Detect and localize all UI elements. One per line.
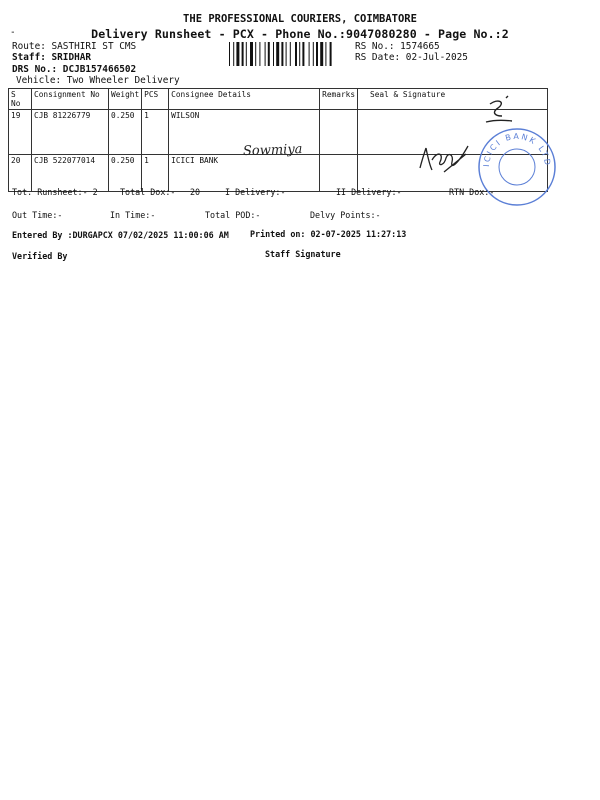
in-time: In Time:- [110, 210, 156, 220]
barcode-bar [259, 42, 260, 66]
barcode-bar [242, 42, 244, 66]
route-label: Route: SASTHIRI ST CMS [12, 41, 137, 52]
column-header-consignment: Consignment No [32, 89, 109, 110]
cell-consignment: CJB 522077014 [32, 155, 109, 192]
column-header-remarks: Remarks [320, 89, 358, 110]
column-header-consignee: Consignee Details [169, 89, 320, 110]
barcode-bar [246, 42, 247, 66]
handwritten-consignee-name: Sowmiya [242, 141, 303, 160]
barcode-bar [316, 42, 318, 66]
barcode-bar [320, 42, 323, 66]
barcode-bar [268, 42, 270, 66]
signature-row-20 [414, 140, 474, 180]
cell-consignee: WILSON [169, 110, 320, 155]
cell-remarks [320, 155, 358, 192]
staff-label: Staff: SRIDHAR [12, 52, 92, 63]
barcode-bar [325, 42, 326, 66]
cell-weight: 0.250 [109, 110, 142, 155]
i-delivery: I Delivery:- [225, 187, 286, 197]
cell-remarks [320, 110, 358, 155]
verified-by: Verified By [12, 251, 68, 261]
barcode-bar [286, 42, 287, 66]
company-name: THE PROFESSIONAL COURIERS, COIMBATORE [183, 13, 417, 25]
cell-sno: 19 [9, 110, 32, 155]
barcode-bar [236, 42, 239, 66]
ii-delivery: II Delivery:- [336, 187, 402, 197]
cell-pcs: 1 [142, 155, 169, 192]
stamp-text: ICICI BANK LTD [481, 131, 553, 168]
barcode-bar [255, 42, 256, 66]
barcode-bar [276, 42, 279, 66]
rs-number: RS No.: 1574665 [355, 41, 440, 52]
drs-number: DRS No.: DCJB157466502 [12, 64, 137, 75]
table-header-row [9, 89, 548, 110]
tot-runsheet: Tot. Runsheet:- 2 [12, 187, 98, 197]
column-header-seal-signature: Seal & Signature [358, 89, 548, 110]
barcode-bar [250, 42, 253, 66]
cell-consignee: ICICI BANK [169, 155, 320, 192]
column-header-sno: S No [9, 89, 32, 110]
out-time: Out Time:- [12, 210, 63, 220]
cell-pcs: 1 [142, 110, 169, 155]
column-header-weight: Weight [109, 89, 142, 110]
barcode-bar [265, 42, 266, 66]
vehicle-label: Vehicle: Two Wheeler Delivery [16, 75, 180, 86]
barcode-bar [302, 42, 304, 66]
barcode-bar [281, 42, 283, 66]
bullet-mark: - [10, 27, 16, 38]
cell-consignment: CJB 81226779 [32, 110, 109, 155]
staff-signature: Staff Signature [265, 249, 341, 259]
cell-sno: 20 [9, 155, 32, 192]
barcode-bar [330, 42, 332, 66]
printed-on: Printed on: 02-07-2025 11:27:13 [250, 229, 407, 239]
barcode-bar [299, 42, 300, 66]
barcode [228, 42, 348, 66]
barcode-bar [229, 42, 230, 66]
rtn-dox: RTN Dox:- [449, 187, 495, 197]
column-header-pcs: PCS [142, 89, 169, 110]
total-dox-value: 20 [190, 187, 201, 197]
signature-row-19 [480, 94, 520, 128]
entered-by: Entered By :DURGAPCX 07/02/2025 11:00:06 AM [12, 230, 229, 240]
barcode-bar [309, 42, 310, 66]
stamp-inner-ring [499, 149, 535, 185]
barcode-bar [233, 42, 234, 66]
barcode-bar [313, 42, 314, 66]
barcode-bar [295, 42, 297, 66]
runsheet-title: Delivery Runsheet - PCX - Phone No.:9047080280 - Page No.:2 [91, 27, 509, 41]
total-pod: Total POD:- [205, 210, 261, 220]
delvy-points: Delvy Points:- [310, 210, 381, 220]
rs-date: RS Date: 02-Jul-2025 [355, 52, 468, 63]
barcode-bar [273, 42, 274, 66]
cell-weight: 0.250 [109, 155, 142, 192]
barcode-bar [290, 42, 291, 66]
total-dox-label: Total Dox:- [120, 187, 176, 197]
